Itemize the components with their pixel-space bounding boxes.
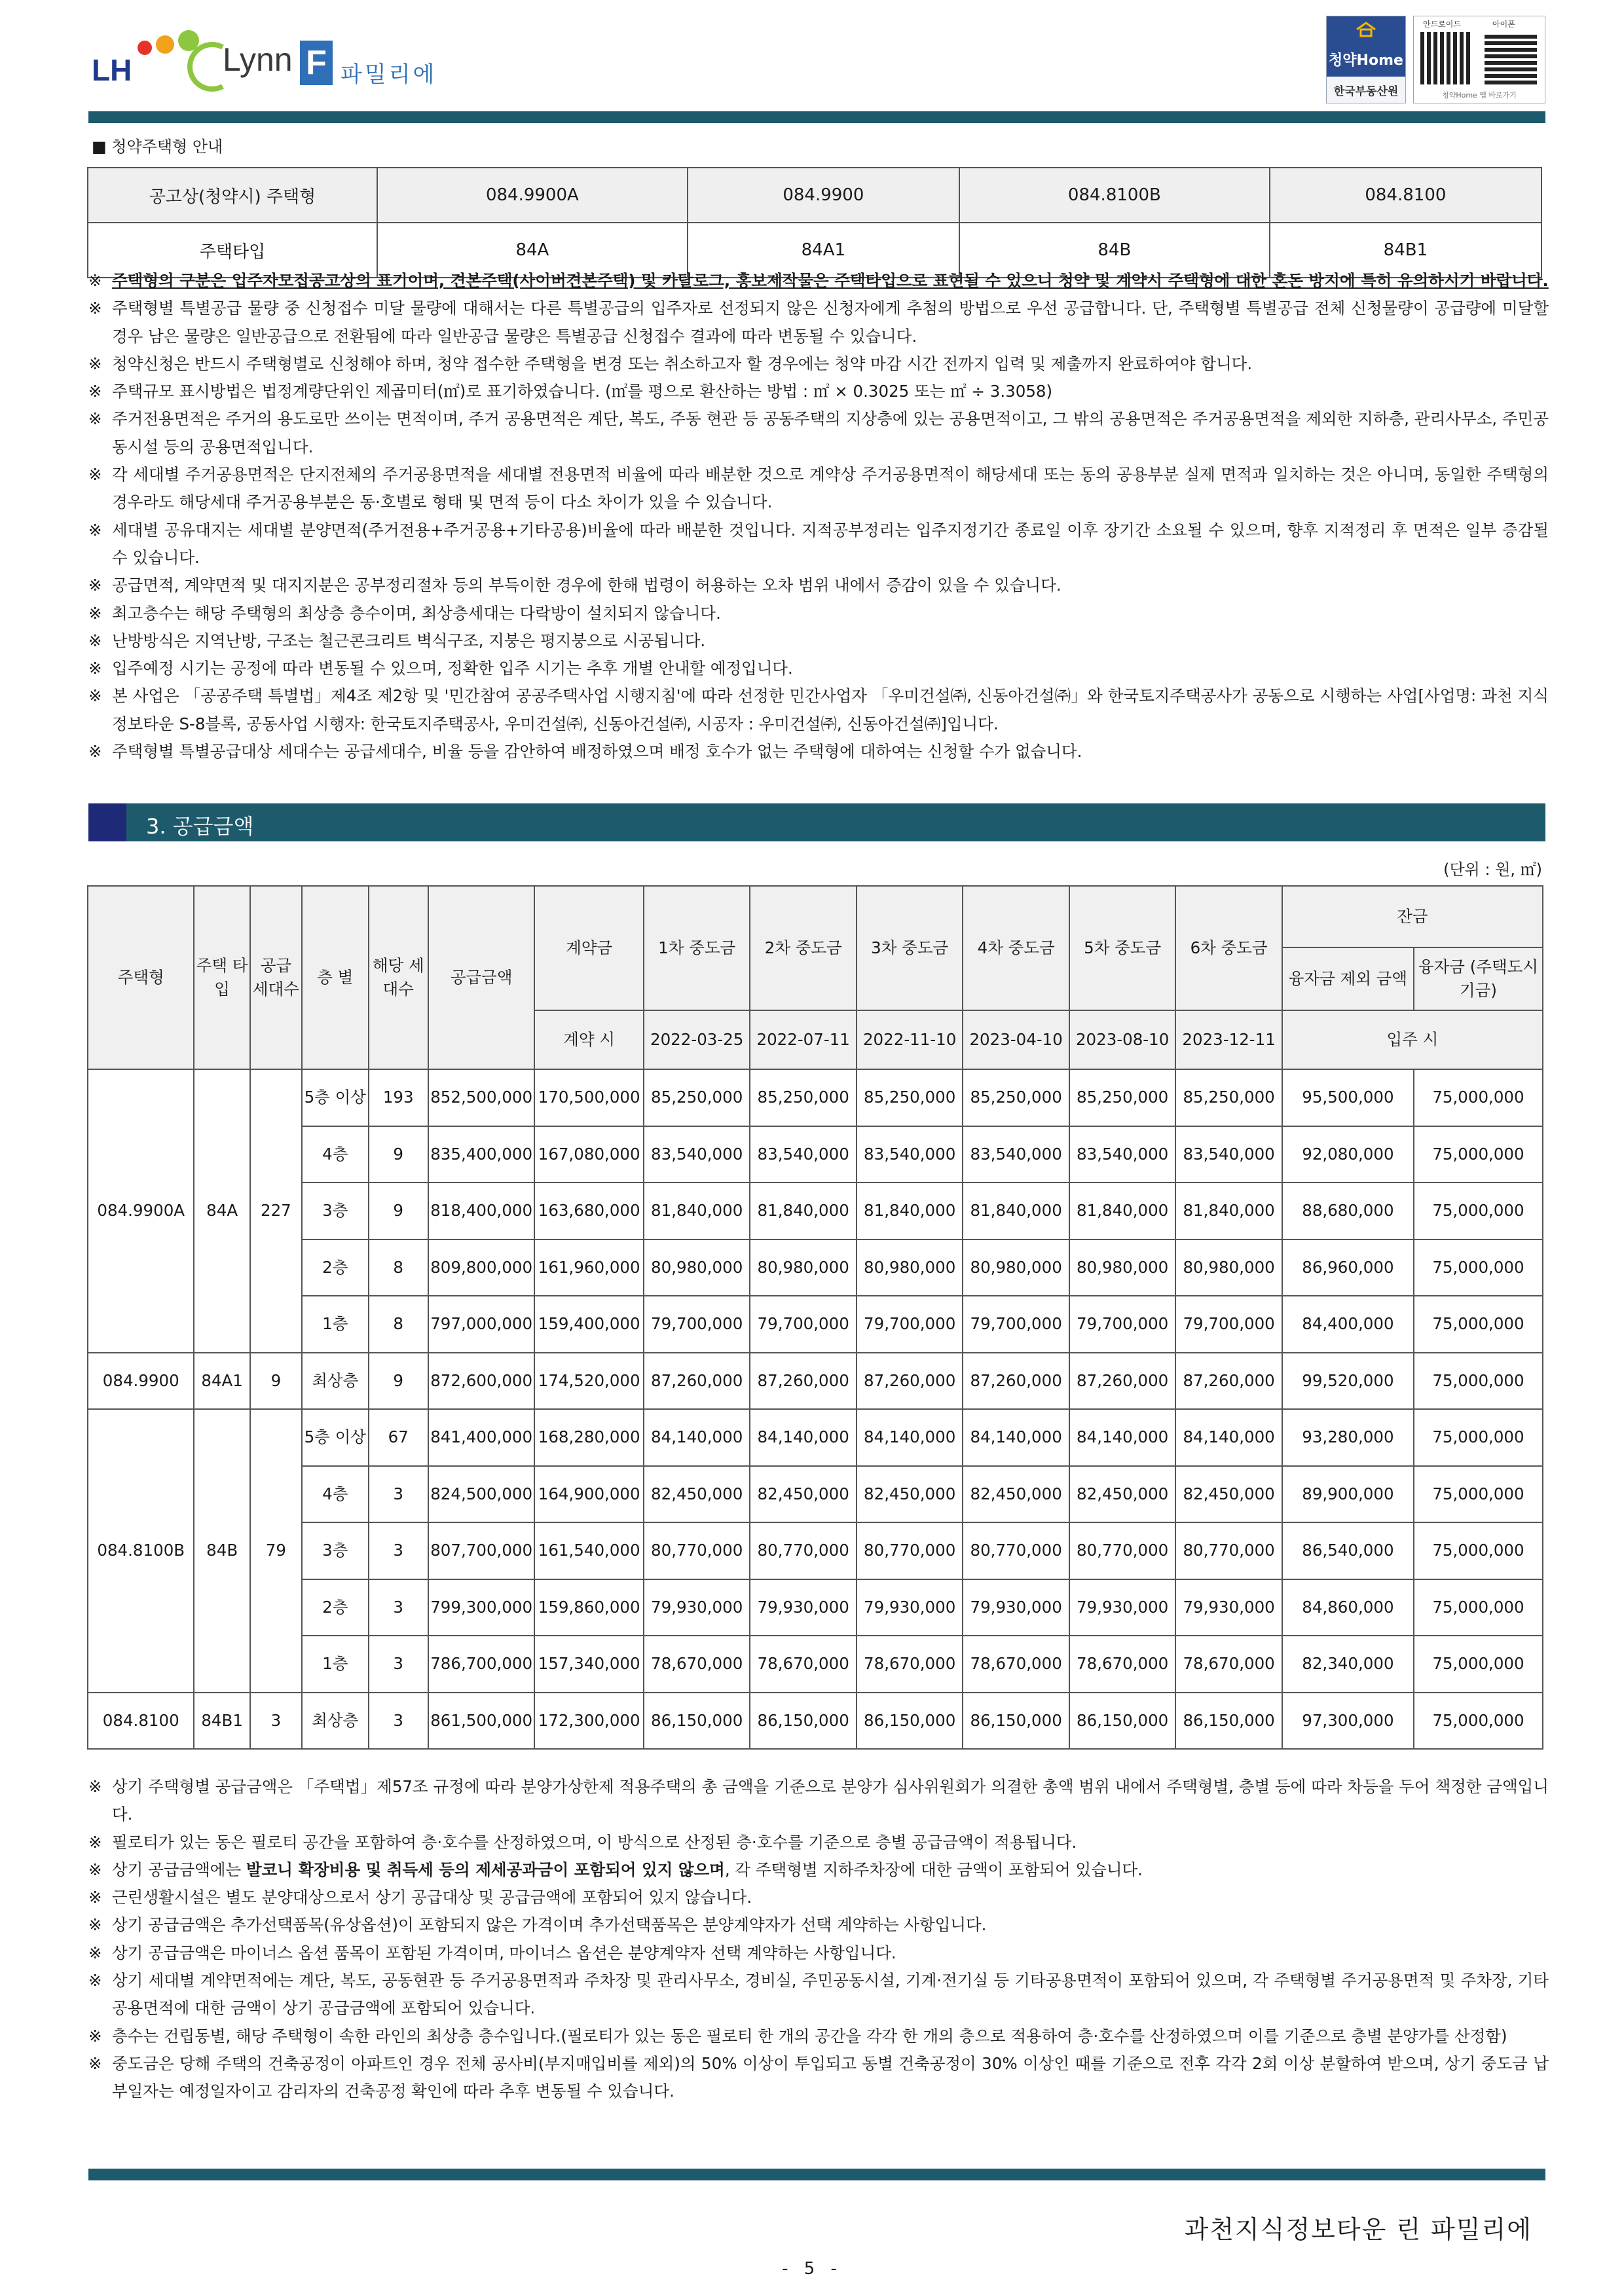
- cell-price: 799,300,000: [428, 1579, 534, 1636]
- table-header-row: [88, 886, 1543, 947]
- cell-mid-payment: 80,770,000: [1069, 1522, 1175, 1579]
- cell-balance: 84,400,000: [1282, 1296, 1414, 1353]
- cell-mid-payment: 85,250,000: [644, 1069, 750, 1126]
- cell-mid-payment: 87,260,000: [750, 1353, 856, 1410]
- cell-mid-payment: 80,770,000: [750, 1522, 856, 1579]
- header-supply-units: 공급 세대수: [250, 886, 302, 1069]
- cell-mid-payment: 81,840,000: [963, 1183, 1069, 1239]
- note-item: ※ 본 사업은 「공공주택 특별법」제4조 제2항 및 '민간참여 공공주택사업 시행지침'에 따라 선정한 민간사업자 「우미건설㈜, 신동아건설㈜」와 한국토지주택공사가 공동으로 시행하는 사업[사업명: 과천 지식정보타운 S-8블록, 공동사업 시행자: 한국토지주택공사, 우미건설㈜, 신동아건설㈜, 시공자 : 우미건설㈜, 신동아건설㈜]입니다.: [88, 686, 1549, 733]
- cell-balance: 86,540,000: [1282, 1522, 1414, 1579]
- section-title-bar: [88, 803, 1545, 841]
- cell-floor: 2층: [302, 1239, 369, 1296]
- cell-type: 84A1: [194, 1353, 249, 1410]
- cell-mid-payment: 79,930,000: [644, 1579, 750, 1636]
- header-date: 2023-04-10: [963, 1010, 1069, 1069]
- table-row: [88, 1409, 1543, 1466]
- cell-price: 809,800,000: [428, 1239, 534, 1296]
- cell-mid-payment: 84,140,000: [1175, 1409, 1282, 1466]
- cell-loan: 75,000,000: [1414, 1239, 1543, 1296]
- table-row: [88, 1126, 1543, 1183]
- unit-label: (단위 : 원, ㎡): [1443, 860, 1542, 879]
- header-date: 2022-03-25: [644, 1010, 750, 1069]
- table-cell: 084.8100: [1270, 168, 1541, 223]
- cell-mid-payment: 80,980,000: [963, 1239, 1069, 1296]
- cell-mid-payment: 79,930,000: [1069, 1579, 1175, 1636]
- cell-mid-payment: 87,260,000: [963, 1353, 1069, 1410]
- table-row: [88, 1239, 1543, 1296]
- cell-house-type: 084.9900A: [88, 1069, 194, 1353]
- cell-mid-payment: 82,450,000: [644, 1466, 750, 1523]
- header-balance-excl: 융자금 제외 금액: [1282, 947, 1414, 1010]
- cell-mid-payment: 78,670,000: [644, 1636, 750, 1693]
- header-mid2: 2차 중도금: [750, 886, 856, 1010]
- table-row: [88, 1522, 1543, 1579]
- cell-mid-payment: 84,140,000: [963, 1409, 1069, 1466]
- cell-balance: 84,860,000: [1282, 1579, 1414, 1636]
- cell-contract: 168,280,000: [534, 1409, 644, 1466]
- housing-type-table: [87, 167, 1542, 278]
- cell-mid-payment: 79,700,000: [644, 1296, 750, 1353]
- applyhome-title: 청약Home: [1329, 52, 1403, 69]
- note-item: ※ 필로티가 있는 동은 필로티 공간을 포함하여 층·호수를 산정하였으며, 이 방식으로 산정된 층·호수를 기준으로 층별 공급금액이 적용됩니다.: [88, 1832, 1077, 1852]
- cell-contract: 170,500,000: [534, 1069, 644, 1126]
- cell-mid-payment: 80,770,000: [1175, 1522, 1282, 1579]
- cell-mid-payment: 80,770,000: [857, 1522, 963, 1579]
- cell-units: 8: [369, 1296, 428, 1353]
- cell-mid-payment: 82,450,000: [1175, 1466, 1282, 1523]
- cell-mid-payment: 87,260,000: [857, 1353, 963, 1410]
- table-row: [88, 1693, 1543, 1750]
- table-row: [88, 1183, 1543, 1239]
- qr-code-android-icon[interactable]: [1420, 32, 1473, 84]
- cell-mid-payment: 78,670,000: [857, 1636, 963, 1693]
- cell-mid-payment: 80,770,000: [644, 1522, 750, 1579]
- cell-mid-payment: 86,150,000: [644, 1693, 750, 1750]
- cell-loan: 75,000,000: [1414, 1069, 1543, 1126]
- cell-mid-payment: 79,930,000: [1175, 1579, 1282, 1636]
- cell-floor: 4층: [302, 1466, 369, 1523]
- cell-units: 8: [369, 1239, 428, 1296]
- applyhome-banner: [1327, 16, 1405, 77]
- header-date: 2022-07-11: [750, 1010, 856, 1069]
- cell-price: 818,400,000: [428, 1183, 534, 1239]
- page-number: - 5 -: [782, 2259, 842, 2279]
- footer-rule: [88, 2169, 1545, 2180]
- cell-loan: 75,000,000: [1414, 1353, 1543, 1410]
- cell-price: 852,500,000: [428, 1069, 534, 1126]
- cell-balance: 92,080,000: [1282, 1126, 1414, 1183]
- cell-mid-payment: 81,840,000: [857, 1183, 963, 1239]
- cell-mid-payment: 84,140,000: [857, 1409, 963, 1466]
- cell-loan: 75,000,000: [1414, 1579, 1543, 1636]
- cell-price: 786,700,000: [428, 1636, 534, 1693]
- cell-contract: 159,400,000: [534, 1296, 644, 1353]
- header-mid1: 1차 중도금: [644, 886, 750, 1010]
- cell-mid-payment: 78,670,000: [750, 1636, 856, 1693]
- header-contract-when: 계약 시: [534, 1010, 644, 1069]
- cell-units: 3: [369, 1636, 428, 1693]
- cell-floor: 1층: [302, 1296, 369, 1353]
- header-contract: 계약금: [534, 886, 644, 1010]
- cell-supply-units: 227: [250, 1069, 302, 1353]
- note-item: ※ 주택형별 특별공급 물량 중 신청접수 미달 물량에 대해서는 다른 특별공급의 입주자로 선정되지 않은 신청자에게 추첨의 방법으로 우선 공급합니다. 단, 주택형별 특별공급 전체 신청물량이 공급량에 미달할 경우 남은 물량은 일반공급으로 전환됨에 따라 일반공급 물량은 특별공급 신청접수 결과에 따라 변동될 수 있습니다.: [88, 299, 1549, 346]
- housing-notes: [88, 267, 1549, 765]
- note-item: ※ 청약신청은 반드시 주택형별로 신청해야 하며, 청약 접수한 주택형을 변경 또는 취소하고자 할 경우에는 청약 마감 시간 전까지 입력 및 제출까지 완료하여야 합니다.: [88, 354, 1253, 373]
- note-item: ※ 최고층수는 해당 주택형의 최상층 층수이며, 최상층세대는 다락방이 설치되지 않습니다.: [88, 603, 721, 623]
- table-cell: 084.9900A: [377, 168, 688, 223]
- table-row: [88, 1579, 1543, 1636]
- cell-price: 835,400,000: [428, 1126, 534, 1183]
- cell-floor: 2층: [302, 1579, 369, 1636]
- table-cell: 84B1: [1270, 223, 1541, 278]
- table-row: [88, 1636, 1543, 1693]
- cell-price: 872,600,000: [428, 1353, 534, 1410]
- header-mid5: 5차 중도금: [1069, 886, 1175, 1010]
- header-balance: 잔금: [1282, 886, 1543, 947]
- cell-balance: 89,900,000: [1282, 1466, 1414, 1523]
- note-item: ※ 근린생활시설은 별도 분양대상으로서 상기 공급대상 및 공급금액에 포함되어 있지 않습니다.: [88, 1888, 752, 1907]
- cell-mid-payment: 79,930,000: [963, 1579, 1069, 1636]
- house-icon: [1356, 22, 1376, 37]
- table-row: [88, 1353, 1543, 1410]
- cell-mid-payment: 80,770,000: [963, 1522, 1069, 1579]
- cell-mid-payment: 83,540,000: [1175, 1126, 1282, 1183]
- cell-units: 3: [369, 1579, 428, 1636]
- cell-units: 9: [369, 1353, 428, 1410]
- cell-mid-payment: 82,450,000: [1069, 1466, 1175, 1523]
- cell-contract: 163,680,000: [534, 1183, 644, 1239]
- cell-units: 9: [369, 1126, 428, 1183]
- cell-mid-payment: 86,150,000: [1175, 1693, 1282, 1750]
- footer-title: 과천지식정보타운 린 파밀리에: [1184, 2215, 1532, 2244]
- cell-mid-payment: 82,450,000: [963, 1466, 1069, 1523]
- cell-type: 84A: [194, 1069, 249, 1353]
- applyhome-badge: [1326, 16, 1406, 103]
- cell-supply-units: 3: [250, 1693, 302, 1750]
- cell-loan: 75,000,000: [1414, 1466, 1543, 1523]
- cell-balance: 88,680,000: [1282, 1183, 1414, 1239]
- cell-loan: 75,000,000: [1414, 1126, 1543, 1183]
- cell-mid-payment: 81,840,000: [644, 1183, 750, 1239]
- cell-mid-payment: 87,260,000: [644, 1353, 750, 1410]
- table-row: [88, 1296, 1543, 1353]
- cell-price: 807,700,000: [428, 1522, 534, 1579]
- cell-mid-payment: 86,150,000: [857, 1693, 963, 1750]
- cell-contract: 174,520,000: [534, 1353, 644, 1410]
- cell-mid-payment: 80,980,000: [1175, 1239, 1282, 1296]
- cell-loan: 75,000,000: [1414, 1693, 1543, 1750]
- cell-price: 797,000,000: [428, 1296, 534, 1353]
- cell-mid-payment: 87,260,000: [1069, 1353, 1175, 1410]
- qr-label-ios: 아이폰: [1492, 20, 1515, 29]
- cell-balance: 99,520,000: [1282, 1353, 1414, 1410]
- cell-floor: 1층: [302, 1636, 369, 1693]
- header-date: 2023-08-10: [1069, 1010, 1175, 1069]
- qr-caption: 청약Home 앱 바로가기: [1442, 91, 1517, 100]
- cell-mid-payment: 82,450,000: [857, 1466, 963, 1523]
- header-house-type: 주택형: [88, 886, 194, 1069]
- table-cell: 84A1: [688, 223, 959, 278]
- qr-label-android: 안드로이드: [1423, 20, 1461, 29]
- cell-loan: 75,000,000: [1414, 1183, 1543, 1239]
- header-mid3: 3차 중도금: [857, 886, 963, 1010]
- cell-mid-payment: 80,980,000: [644, 1239, 750, 1296]
- price-notes: [88, 1773, 1549, 2106]
- cell-floor: 최상층: [302, 1693, 369, 1750]
- qr-code-ios-icon[interactable]: [1485, 32, 1537, 84]
- cell-units: 193: [369, 1069, 428, 1126]
- note-item: ※ 주택규모 표시방법은 법정계량단위인 제곱미터(㎡)로 표기하였습니다. (㎡를 평으로 환산하는 방법 : ㎡ × 0.3025 또는 ㎡ ÷ 3.3058): [88, 382, 1053, 401]
- note-item: ※ 주거전용면적은 주거의 용도로만 쓰이는 면적이며, 주거 공용면적은 계단, 복도, 주동 현관 등 공동주택의 지상층에 있는 공용면적이고, 그 밖의 공용면적은 주거공용면적을 제외한 지하층, 관리사무소, 주민공동시설 등의 공용면적입니다.: [88, 409, 1549, 456]
- note-item: ※ 상기 세대별 계약면적에는 계단, 복도, 공동현관 등 주거공용면적과 주차장 및 관리사무소, 경비실, 주민공동시설, 기계·전기실 등 기타공용면적이 포함되어 있으며, 각 주택형별 주거공용면적 및 주차장, 기타공용면적에 대한 금액이 상기 공급금액에 포함되어 있습니다.: [88, 1971, 1549, 2018]
- cell-contract: 161,960,000: [534, 1239, 644, 1296]
- cell-mid-payment: 79,700,000: [1175, 1296, 1282, 1353]
- header-mid6: 6차 중도금: [1175, 886, 1282, 1010]
- header-price: 공급금액: [428, 886, 534, 1069]
- cell-supply-units: 79: [250, 1409, 302, 1693]
- cell-contract: 157,340,000: [534, 1636, 644, 1693]
- cell-mid-payment: 79,700,000: [750, 1296, 856, 1353]
- cell-mid-payment: 83,540,000: [750, 1126, 856, 1183]
- cell-mid-payment: 86,150,000: [750, 1693, 856, 1750]
- cell-balance: 97,300,000: [1282, 1693, 1414, 1750]
- cell-balance: 93,280,000: [1282, 1409, 1414, 1466]
- table-cell: 84B: [959, 223, 1270, 278]
- cell-floor: 5층 이상: [302, 1069, 369, 1126]
- cell-mid-payment: 78,670,000: [1175, 1636, 1282, 1693]
- cell-units: 3: [369, 1466, 428, 1523]
- header-units: 해당 세대수: [369, 886, 428, 1069]
- cell-mid-payment: 85,250,000: [1175, 1069, 1282, 1126]
- cell-balance: 82,340,000: [1282, 1636, 1414, 1693]
- note-item: ※ 층수는 건립동별, 해당 주택형이 속한 라인의 최상층 층수입니다.(필로티가 있는 동은 필로티 한 개의 공간을 각각 한 개의 층으로 적용하여 층·호수를 산정하였으며 이를 기준으로 층별 분양가를 산정함): [88, 2026, 1507, 2046]
- cell-contract: 161,540,000: [534, 1522, 644, 1579]
- cell-price: 841,400,000: [428, 1409, 534, 1466]
- cell-mid-payment: 85,250,000: [963, 1069, 1069, 1126]
- section-marker: [88, 803, 126, 841]
- header-mid4: 4차 중도금: [963, 886, 1069, 1010]
- note-item: ※ 중도금은 당해 주택의 건축공정이 아파트인 경우 전체 공사비(부지매입비를 제외)의 50% 이상이 투입되고 동별 건축공정이 30% 이상인 때를 기준으로 전후 각각 2회 이상 분할하여 받으며, 상기 중도금 납부일자는 예정일자이고 감리자의 건축공정 확인에 따라 추후 변동될 수 있습니다.: [88, 2053, 1549, 2101]
- note-item: ※ 주택형별 특별공급대상 세대수는 공급세대수, 비율 등을 감안하여 배정하였으며 배정 호수가 없는 주택형에 대하여는 신청할 수가 없습니다.: [88, 742, 1082, 762]
- cell-mid-payment: 81,840,000: [750, 1183, 856, 1239]
- familie-logo-text: 파밀리에: [341, 62, 437, 88]
- cell-loan: 75,000,000: [1414, 1409, 1543, 1466]
- cell-mid-payment: 84,140,000: [750, 1409, 856, 1466]
- table-cell: 084.8100B: [959, 168, 1270, 223]
- cell-mid-payment: 79,700,000: [963, 1296, 1069, 1353]
- cell-mid-payment: 81,840,000: [1175, 1183, 1282, 1239]
- cell-mid-payment: 80,980,000: [750, 1239, 856, 1296]
- cell-contract: 172,300,000: [534, 1693, 644, 1750]
- cell-loan: 75,000,000: [1414, 1296, 1543, 1353]
- cell-loan: 75,000,000: [1414, 1522, 1543, 1579]
- cell-floor: 5층 이상: [302, 1409, 369, 1466]
- note-item: ※ 상기 공급금액은 추가선택품목(유상옵션)이 포함되지 않은 가격이며 추가선택품목은 분양계약자가 선택 계약하는 사항입니다.: [88, 1915, 987, 1935]
- note-item: ※ 난방방식은 지역난방, 구조는 철근콘크리트 벽식구조, 지붕은 평지붕으로 시공됩니다.: [88, 631, 706, 650]
- logo-dot-icon: [138, 41, 152, 55]
- note-item: ※ 상기 공급금액은 마이너스 옵션 품목이 포함된 가격이며, 마이너스 옵션은 분양계약자 선택 계약하는 사항입니다.: [88, 1943, 896, 1962]
- cell-mid-payment: 81,840,000: [1069, 1183, 1175, 1239]
- cell-contract: 164,900,000: [534, 1466, 644, 1523]
- note-item: ※ 각 세대별 주거공용면적은 단지전체의 주거공용면적을 세대별 전용면적 비율에 따라 배분한 것으로 계약상 주거공용면적이 해당세대 또는 동의 공용부분 실제 면적과 일치하는 것은 아니며, 동일한 주택형의 경우라도 해당세대 주거공용부분은 동·호별로 형태 및 면적 등이 다소 차이가 있을 수 있습니다.: [88, 465, 1549, 512]
- cell-mid-payment: 84,140,000: [644, 1409, 750, 1466]
- table-cell: 84A: [377, 223, 688, 278]
- note-item: ※ 상기 공급금액에는 발코니 확장비용 및 취득세 등의 제세공과금이 포함되어 있지 않으며, 각 주택형별 지하주차장에 대한 금액이 포함되어 있습니다.: [88, 1860, 1143, 1879]
- table-cell: 공고상(청약시) 주택형: [88, 168, 377, 223]
- cell-mid-payment: 83,540,000: [963, 1126, 1069, 1183]
- cell-floor: 최상층: [302, 1353, 369, 1410]
- cell-mid-payment: 83,540,000: [644, 1126, 750, 1183]
- cell-mid-payment: 79,930,000: [750, 1579, 856, 1636]
- note-item: ※ 입주예정 시기는 공정에 따라 변동될 수 있으며, 정확한 입주 시기는 추후 개별 안내할 예정입니다.: [88, 659, 793, 678]
- cell-contract: 159,860,000: [534, 1579, 644, 1636]
- cell-mid-payment: 79,700,000: [1069, 1296, 1175, 1353]
- cell-mid-payment: 85,250,000: [1069, 1069, 1175, 1126]
- cell-mid-payment: 79,930,000: [857, 1579, 963, 1636]
- applyhome-org: 한국부동산원: [1333, 85, 1399, 98]
- cell-mid-payment: 78,670,000: [1069, 1636, 1175, 1693]
- cell-type: 84B1: [194, 1693, 249, 1750]
- table-cell: 084.9900: [688, 168, 959, 223]
- cell-loan: 75,000,000: [1414, 1636, 1543, 1693]
- cell-mid-payment: 82,450,000: [750, 1466, 856, 1523]
- header-date: 2023-12-11: [1175, 1010, 1282, 1069]
- header-balance-loan: 융자금 (주택도시기금): [1414, 947, 1543, 1010]
- qr-code-panel: [1413, 16, 1545, 103]
- cell-house-type: 084.8100: [88, 1693, 194, 1750]
- note-item: ※ 주택형의 구분은 입주자모집공고상의 표기이며, 견본주택(사이버견본주택) 및 카탈로그, 홍보제작물은 주택타입으로 표현될 수 있으니 청약 및 계약시 주택형에 대한 혼돈 방지에 특히 유의하시기 바랍니다.: [88, 271, 1549, 290]
- header-date: 2022-11-10: [857, 1010, 963, 1069]
- table-row: [88, 168, 1541, 223]
- note-item: ※ 공급면적, 계약면적 및 대지지분은 공부정리절차 등의 부득이한 경우에 한해 법령이 허용하는 오차 범위 내에서 증감이 있을 수 있습니다.: [88, 576, 1061, 595]
- cell-floor: 3층: [302, 1183, 369, 1239]
- cell-mid-payment: 83,540,000: [857, 1126, 963, 1183]
- header-floor: 층 별: [302, 886, 369, 1069]
- header-rule: [88, 111, 1545, 123]
- cell-mid-payment: 86,150,000: [1069, 1693, 1175, 1750]
- familie-f-logo: F: [300, 41, 333, 85]
- housing-type-heading: ■ 청약주택형 안내: [92, 138, 223, 156]
- cell-balance: 95,500,000: [1282, 1069, 1414, 1126]
- section-title: 3. 공급금액: [146, 814, 254, 839]
- cell-mid-payment: 78,670,000: [963, 1636, 1069, 1693]
- header-type: 주택 타입: [194, 886, 249, 1069]
- logo-dot-icon: [156, 35, 174, 54]
- cell-mid-payment: 85,250,000: [750, 1069, 856, 1126]
- cell-floor: 3층: [302, 1522, 369, 1579]
- lynn-logo: Lynn: [223, 41, 293, 78]
- header-move-in: 입주 시: [1282, 1010, 1543, 1069]
- note-item: ※ 세대별 공유대지는 세대별 분양면적(주거전용+주거공용+기타공용)비율에 따라 배분한 것입니다. 지적공부정리는 입주지정기간 종료일 이후 장기간 소요될 수 있으며, 향후 지적정리 후 면적은 일부 증감될 수 있습니다.: [88, 520, 1549, 567]
- cell-mid-payment: 79,700,000: [857, 1296, 963, 1353]
- brand-logo: [92, 26, 458, 98]
- supply-price-table: [87, 885, 1543, 1750]
- price-table-body: [88, 1069, 1543, 1749]
- note-item: ※ 상기 주택형별 공급금액은 「주택법」제57조 규정에 따라 분양가상한제 적용주택의 총 금액을 기준으로 분양가 심사위원회가 의결한 총액 범위 내에서 주택형별, 층별 등에 따라 차등을 두어 책정한 금액입니다.: [88, 1777, 1549, 1824]
- cell-mid-payment: 87,260,000: [1175, 1353, 1282, 1410]
- cell-mid-payment: 86,150,000: [963, 1693, 1069, 1750]
- cell-house-type: 084.9900: [88, 1353, 194, 1410]
- cell-mid-payment: 85,250,000: [857, 1069, 963, 1126]
- lh-logo: LH: [92, 53, 132, 87]
- cell-price: 861,500,000: [428, 1693, 534, 1750]
- table-row: [88, 1466, 1543, 1523]
- cell-type: 84B: [194, 1409, 249, 1693]
- cell-price: 824,500,000: [428, 1466, 534, 1523]
- table-row: [88, 1069, 1543, 1126]
- cell-mid-payment: 80,980,000: [857, 1239, 963, 1296]
- cell-house-type: 084.8100B: [88, 1409, 194, 1693]
- cell-units: 9: [369, 1183, 428, 1239]
- cell-units: 67: [369, 1409, 428, 1466]
- cell-balance: 86,960,000: [1282, 1239, 1414, 1296]
- cell-contract: 167,080,000: [534, 1126, 644, 1183]
- table-cell: 주택타입: [88, 223, 377, 278]
- cell-mid-payment: 80,980,000: [1069, 1239, 1175, 1296]
- cell-mid-payment: 83,540,000: [1069, 1126, 1175, 1183]
- cell-units: 3: [369, 1693, 428, 1750]
- cell-mid-payment: 84,140,000: [1069, 1409, 1175, 1466]
- cell-floor: 4층: [302, 1126, 369, 1183]
- cell-units: 3: [369, 1522, 428, 1579]
- cell-supply-units: 9: [250, 1353, 302, 1410]
